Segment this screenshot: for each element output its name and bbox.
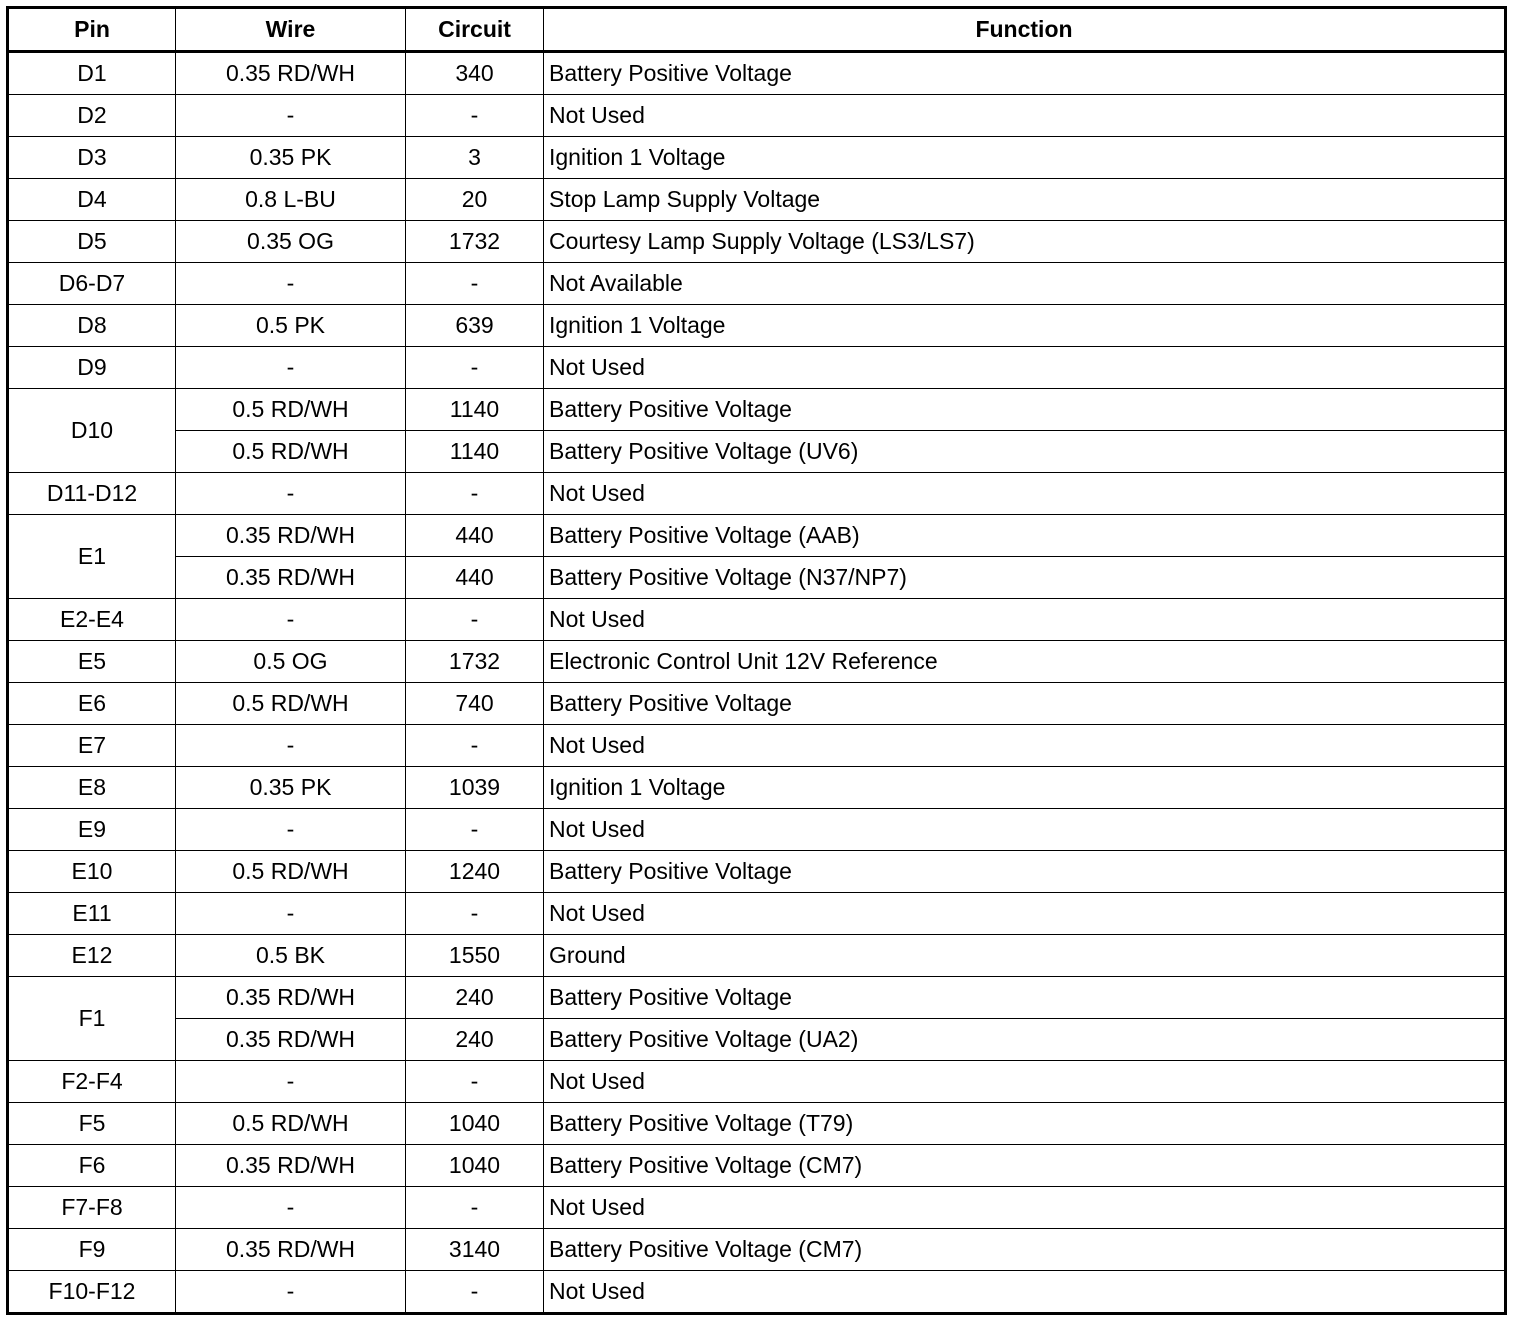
- table-row: [8, 893, 1506, 935]
- table-row: [8, 263, 1506, 305]
- circuit-cell: 20: [406, 179, 544, 221]
- pin-cell: E5: [8, 641, 176, 683]
- function-cell: Battery Positive Voltage (UV6): [544, 431, 1506, 473]
- table-row: [8, 767, 1506, 809]
- circuit-cell: 1040: [406, 1103, 544, 1145]
- wire-cell: -: [176, 263, 406, 305]
- wire-cell: 0.35 RD/WH: [176, 557, 406, 599]
- table-row: [8, 977, 1506, 1019]
- table-body: [8, 52, 1506, 1314]
- wire-cell: 0.35 RD/WH: [176, 977, 406, 1019]
- function-cell: Battery Positive Voltage (CM7): [544, 1145, 1506, 1187]
- wire-cell: -: [176, 893, 406, 935]
- table-row: [8, 1019, 1506, 1061]
- circuit-cell: 1039: [406, 767, 544, 809]
- circuit-cell: 240: [406, 977, 544, 1019]
- table-row: [8, 725, 1506, 767]
- table-row: [8, 683, 1506, 725]
- function-cell: Not Used: [544, 95, 1506, 137]
- pin-cell: D3: [8, 137, 176, 179]
- table-row: [8, 851, 1506, 893]
- table-row: [8, 809, 1506, 851]
- wire-cell: -: [176, 809, 406, 851]
- circuit-cell: -: [406, 1271, 544, 1314]
- wire-cell: 0.35 RD/WH: [176, 52, 406, 95]
- circuit-cell: -: [406, 347, 544, 389]
- table-row: [8, 935, 1506, 977]
- function-cell: Not Available: [544, 263, 1506, 305]
- pin-cell: E8: [8, 767, 176, 809]
- wire-cell: 0.5 RD/WH: [176, 683, 406, 725]
- table-row: [8, 473, 1506, 515]
- function-cell: Battery Positive Voltage (CM7): [544, 1229, 1506, 1271]
- table-row: [8, 641, 1506, 683]
- circuit-cell: 1140: [406, 389, 544, 431]
- pin-cell: E12: [8, 935, 176, 977]
- table-row: [8, 179, 1506, 221]
- table-row: [8, 515, 1506, 557]
- function-cell: Not Used: [544, 725, 1506, 767]
- wire-cell: -: [176, 347, 406, 389]
- wire-cell: 0.35 RD/WH: [176, 1019, 406, 1061]
- function-cell: Battery Positive Voltage (UA2): [544, 1019, 1506, 1061]
- circuit-cell: -: [406, 1061, 544, 1103]
- table-row: [8, 1187, 1506, 1229]
- table-row: [8, 137, 1506, 179]
- function-cell: Battery Positive Voltage: [544, 683, 1506, 725]
- circuit-cell: 1140: [406, 431, 544, 473]
- pin-cell: E1: [8, 515, 176, 599]
- wire-cell: 0.35 PK: [176, 137, 406, 179]
- function-cell: Battery Positive Voltage (T79): [544, 1103, 1506, 1145]
- circuit-cell: 440: [406, 557, 544, 599]
- function-cell: Battery Positive Voltage: [544, 977, 1506, 1019]
- wire-cell: 0.35 PK: [176, 767, 406, 809]
- wire-cell: -: [176, 95, 406, 137]
- pin-cell: F6: [8, 1145, 176, 1187]
- wire-cell: 0.5 RD/WH: [176, 851, 406, 893]
- header-row: [8, 8, 1506, 52]
- table-row: [8, 1271, 1506, 1314]
- pin-cell: D4: [8, 179, 176, 221]
- wire-cell: 0.35 RD/WH: [176, 1145, 406, 1187]
- table-row: [8, 599, 1506, 641]
- pin-cell: F9: [8, 1229, 176, 1271]
- pin-cell: F2-F4: [8, 1061, 176, 1103]
- table-row: [8, 1061, 1506, 1103]
- circuit-cell: 440: [406, 515, 544, 557]
- circuit-cell: 1732: [406, 641, 544, 683]
- circuit-cell: 1732: [406, 221, 544, 263]
- function-cell: Not Used: [544, 473, 1506, 515]
- pin-cell: D8: [8, 305, 176, 347]
- circuit-cell: 3140: [406, 1229, 544, 1271]
- circuit-cell: -: [406, 95, 544, 137]
- table-row: [8, 95, 1506, 137]
- table-row: [8, 1103, 1506, 1145]
- function-cell: Not Used: [544, 1271, 1506, 1314]
- function-cell: Not Used: [544, 893, 1506, 935]
- pin-cell: D1: [8, 52, 176, 95]
- pin-cell: D5: [8, 221, 176, 263]
- function-cell: Battery Positive Voltage (AAB): [544, 515, 1506, 557]
- header-circuit: Circuit: [406, 8, 544, 52]
- pin-cell: E7: [8, 725, 176, 767]
- function-cell: Not Used: [544, 347, 1506, 389]
- circuit-cell: -: [406, 599, 544, 641]
- function-cell: Battery Positive Voltage: [544, 389, 1506, 431]
- table-row: [8, 347, 1506, 389]
- circuit-cell: 1040: [406, 1145, 544, 1187]
- circuit-cell: -: [406, 725, 544, 767]
- pin-cell: E9: [8, 809, 176, 851]
- function-cell: Battery Positive Voltage (N37/NP7): [544, 557, 1506, 599]
- wire-cell: -: [176, 1061, 406, 1103]
- table-row: [8, 1145, 1506, 1187]
- table-header: [8, 8, 1506, 52]
- wire-cell: 0.35 RD/WH: [176, 515, 406, 557]
- pin-cell: F5: [8, 1103, 176, 1145]
- wire-cell: 0.5 OG: [176, 641, 406, 683]
- circuit-cell: -: [406, 263, 544, 305]
- wire-cell: 0.5 PK: [176, 305, 406, 347]
- function-cell: Electronic Control Unit 12V Reference: [544, 641, 1506, 683]
- function-cell: Ignition 1 Voltage: [544, 305, 1506, 347]
- header-wire: Wire: [176, 8, 406, 52]
- function-cell: Not Used: [544, 599, 1506, 641]
- function-cell: Not Used: [544, 1061, 1506, 1103]
- wire-cell: -: [176, 599, 406, 641]
- function-cell: Ignition 1 Voltage: [544, 767, 1506, 809]
- pin-cell: D11-D12: [8, 473, 176, 515]
- table-row: [8, 389, 1506, 431]
- wire-cell: 0.35 OG: [176, 221, 406, 263]
- circuit-cell: 3: [406, 137, 544, 179]
- pin-cell: E11: [8, 893, 176, 935]
- circuit-cell: 740: [406, 683, 544, 725]
- function-cell: Not Used: [544, 1187, 1506, 1229]
- header-function: Function: [544, 8, 1506, 52]
- pin-cell: D6-D7: [8, 263, 176, 305]
- pin-cell: F1: [8, 977, 176, 1061]
- circuit-cell: 240: [406, 1019, 544, 1061]
- pin-cell: D10: [8, 389, 176, 473]
- function-cell: Not Used: [544, 809, 1506, 851]
- table-row: [8, 52, 1506, 95]
- table-row: [8, 557, 1506, 599]
- wire-cell: 0.5 RD/WH: [176, 389, 406, 431]
- wire-cell: -: [176, 725, 406, 767]
- table-row: [8, 305, 1506, 347]
- function-cell: Courtesy Lamp Supply Voltage (LS3/LS7): [544, 221, 1506, 263]
- wire-cell: 0.35 RD/WH: [176, 1229, 406, 1271]
- pin-cell: F10-F12: [8, 1271, 176, 1314]
- circuit-cell: -: [406, 1187, 544, 1229]
- pin-cell: E6: [8, 683, 176, 725]
- wire-cell: -: [176, 1271, 406, 1314]
- pin-cell: E2-E4: [8, 599, 176, 641]
- pin-cell: D2: [8, 95, 176, 137]
- wire-cell: 0.5 RD/WH: [176, 1103, 406, 1145]
- circuit-cell: -: [406, 473, 544, 515]
- function-cell: Ground: [544, 935, 1506, 977]
- pin-cell: D9: [8, 347, 176, 389]
- circuit-cell: -: [406, 893, 544, 935]
- circuit-cell: 1550: [406, 935, 544, 977]
- pin-cell: E10: [8, 851, 176, 893]
- circuit-cell: 1240: [406, 851, 544, 893]
- wire-cell: 0.5 BK: [176, 935, 406, 977]
- function-cell: Battery Positive Voltage: [544, 851, 1506, 893]
- circuit-cell: -: [406, 809, 544, 851]
- header-pin: Pin: [8, 8, 176, 52]
- circuit-cell: 639: [406, 305, 544, 347]
- circuit-cell: 340: [406, 52, 544, 95]
- function-cell: Stop Lamp Supply Voltage: [544, 179, 1506, 221]
- wire-cell: -: [176, 473, 406, 515]
- table-row: [8, 431, 1506, 473]
- function-cell: Battery Positive Voltage: [544, 52, 1506, 95]
- pin-cell: F7-F8: [8, 1187, 176, 1229]
- wire-cell: -: [176, 1187, 406, 1229]
- table-row: [8, 221, 1506, 263]
- wire-cell: 0.5 RD/WH: [176, 431, 406, 473]
- pinout-table: [6, 6, 1507, 1315]
- table-row: [8, 1229, 1506, 1271]
- wire-cell: 0.8 L-BU: [176, 179, 406, 221]
- function-cell: Ignition 1 Voltage: [544, 137, 1506, 179]
